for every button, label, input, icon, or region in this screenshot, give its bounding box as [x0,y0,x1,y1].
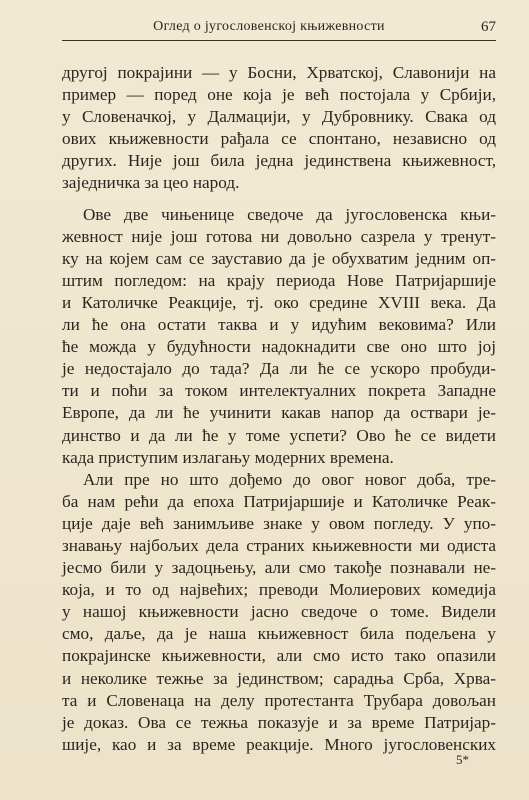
text-line: када приступим излагању модерних времена. [62,447,394,467]
text-line: ће можда у будућности надокнадити све оно што јој [62,337,496,357]
paragraph [62,204,496,469]
text-line: Ове две чињенице сведоче да југословенска књи- [83,204,496,224]
text-line: шије, као и за време реакције. Много југословенских [62,734,496,754]
text-line: ба нам рећи да епоха Патријаршије и Католичке Реак- [62,491,496,511]
text-line: штим погледом: на крају периода Нове Патријаршије [62,270,496,290]
text-line: која, и то од највећих; преводи Молиерових комедија [62,580,496,600]
text-line: покрајинске књижевности, али смо исто тако опазили [62,646,496,666]
text-line: и Католичке Реакције, тј. око средине XVIII века. Да [62,292,496,312]
text-line: у нашој књижевности јасно сведоче о томе. Видели [62,602,496,622]
text-line: знавању најбољих дела страних књижевности ми одиста [62,535,496,555]
paragraph-gap [62,195,496,204]
running-header [62,14,496,41]
text-line: смо, даље, да је наша књижевност била подељена у [62,624,496,644]
text-line: другој покрајини — у Босни, Хрватској, Славонији на [62,63,496,82]
page-number: 67 [481,18,496,35]
text-line: ти и поћи за током интелектуалних покрета Западне [62,381,496,401]
text-line: ку на којем сам се зауставио да је обухватим једним оп- [62,248,496,268]
paragraph [62,62,496,195]
paragraph [62,469,496,756]
text-line: је недостајало до тада? Да ли ће се ускоро пробуди- [62,359,496,379]
text-line: других. Није још била једна јединствена књижевност, [62,151,496,171]
text-line: пример — поред оне која је већ постојала у Србији, [62,85,496,105]
text-line: ли ће она остати таква и у идућим вековима? Или [62,315,496,335]
text-line: је доказ. Ова се тежња показује и за време Патријар- [62,712,496,732]
text-line: та и Словенаца на делу протестанта Трубара довољан [62,690,496,710]
body-text [62,62,496,756]
text-line: Европе, да ли ће учинити какав напор да оствари је- [62,403,496,423]
text-line: ције даје већ занимљиве знаке у овом погледу. У упо- [62,513,496,533]
text-line: и неколике тежње за јединством; сарадња Срба, Хрва- [62,668,496,688]
text-line: динство и да ли ће у томе успети? Ово ће се видети [62,425,496,445]
running-title: Оглед о југословенској књижевности [153,19,385,34]
text-line: јесмо били у задоцњењу, али смо такође познавали не- [62,558,496,578]
text-line: жевност није још готова ни довољно сазрела у тренут- [62,226,496,246]
text-line: у Словеначкој, у Далмацији, у Дубровнику. Свака од [62,107,496,127]
signature-mark: 5* [456,752,469,767]
text-line: ових књижевности рађала се спонтано, независно од [62,129,496,149]
text-line: Али пре но што дођемо до овог новог доба, тре- [83,469,496,489]
text-line: заједничка за цео народ. [62,173,240,193]
